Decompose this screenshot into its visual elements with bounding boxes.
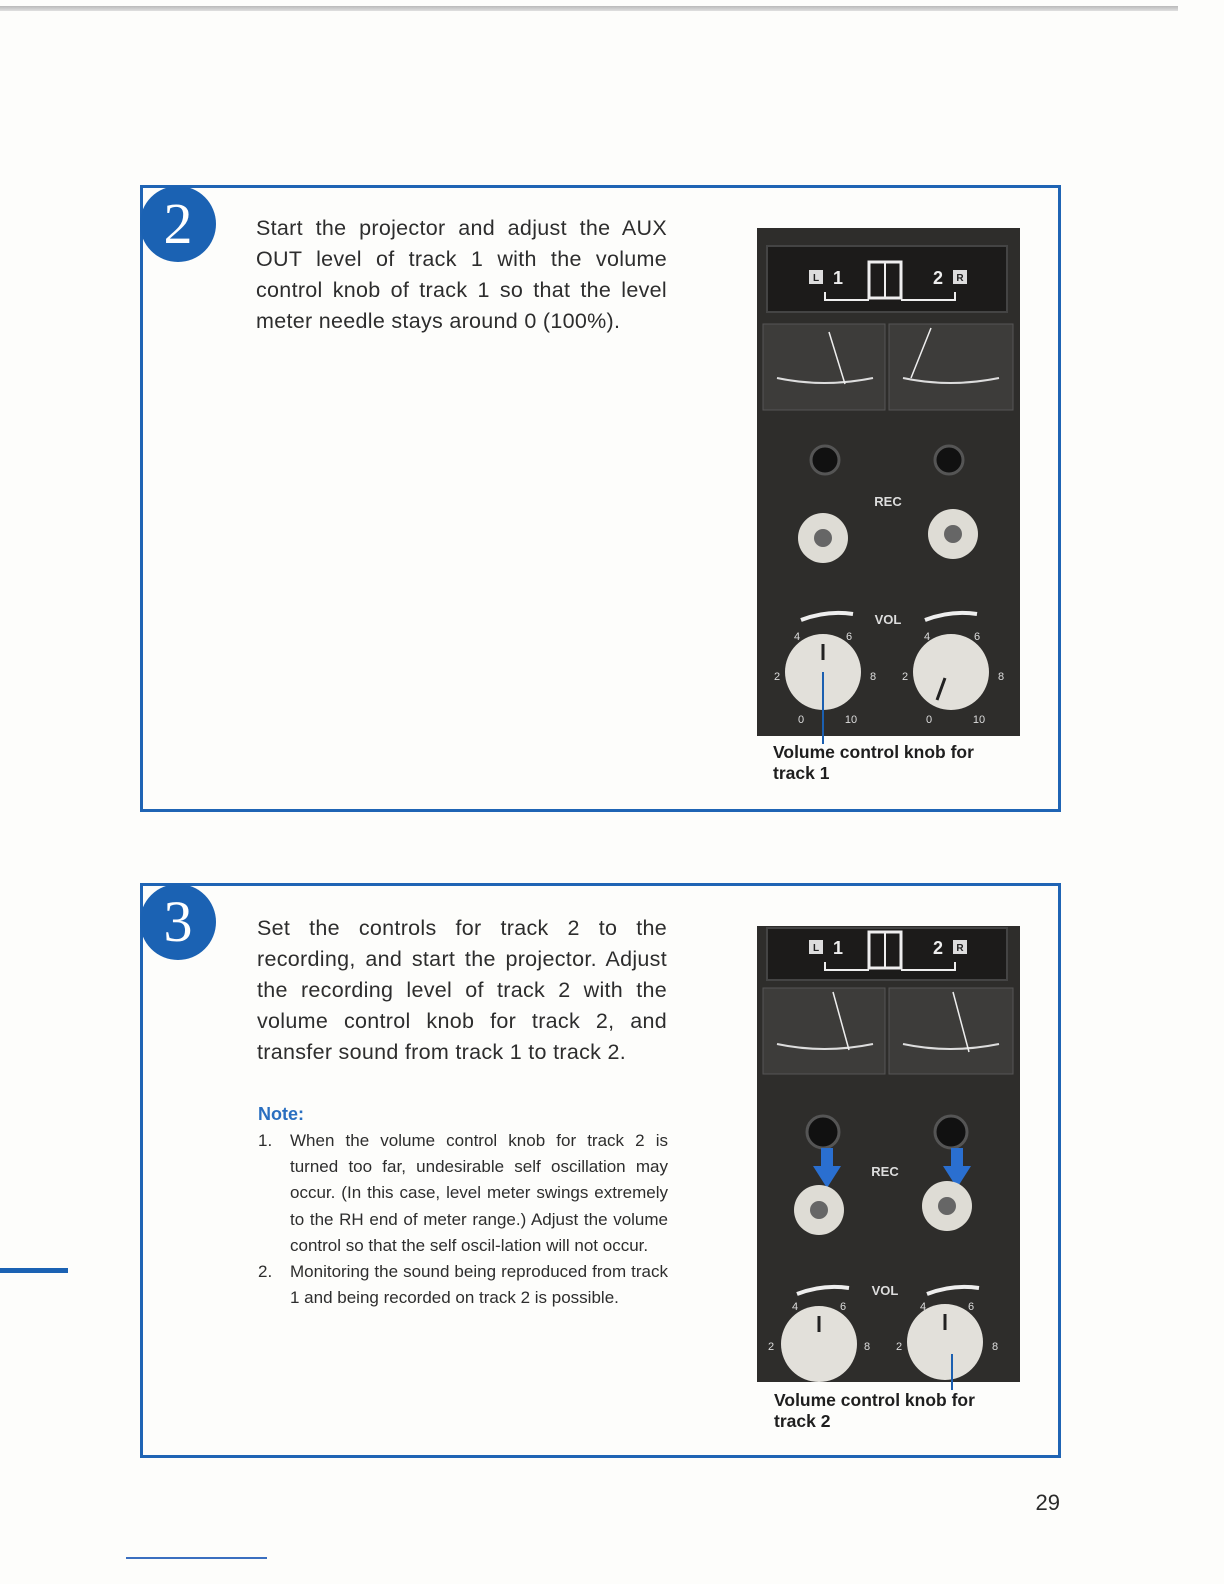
rec-label: REC	[871, 1164, 899, 1179]
dial-label-8: 8	[997, 671, 1005, 683]
step-3-caption	[774, 1390, 1024, 1432]
dial-label-8: 8	[869, 671, 877, 683]
step-2-caption	[773, 742, 1023, 784]
dial-label-2: 2	[895, 1341, 903, 1353]
dial-label-4: 4	[919, 1301, 927, 1313]
label-track-2: 2	[933, 938, 944, 958]
note-text: Monitoring the sound being reproduced from track 1 and being recorded on track 2 is possible.	[290, 1262, 668, 1308]
note-label: Note:	[258, 1104, 304, 1124]
label-track-2: 2	[933, 268, 944, 288]
label-R: R	[956, 943, 964, 954]
top-rule	[0, 6, 1178, 11]
dial-label-0: 0	[797, 714, 805, 726]
step-3-photo	[757, 926, 1020, 1382]
dial-label-8: 8	[863, 1341, 871, 1353]
caption-line: Volume control knob for	[774, 1390, 975, 1410]
dial-label-6: 6	[967, 1301, 975, 1313]
note-list	[258, 1128, 668, 1311]
label-track-1: 1	[833, 938, 844, 958]
dial-label-0: 0	[925, 714, 933, 726]
rec-label: REC	[874, 494, 902, 509]
note-number: 2.	[258, 1262, 273, 1282]
dial-label-2: 2	[767, 1341, 775, 1353]
dial-label-10: 10	[844, 714, 858, 726]
step-2-photo	[757, 228, 1020, 736]
dial-label-2: 2	[773, 671, 781, 683]
margin-tab	[0, 1268, 68, 1273]
control-panel-image	[757, 926, 1020, 1382]
caption-line: track 2	[774, 1411, 831, 1431]
note-text: When the volume control knob for track 2 is turned too far, undesirable self oscillation may occur. (In this case, level meter swings extremely to the RH end of meter range.) Adjust the volume control so that the self oscil-lation will not occur.	[290, 1131, 668, 1255]
dial-label-10: 10	[972, 714, 986, 726]
dial-label-4: 4	[793, 631, 801, 643]
step-3-number: 3	[140, 884, 216, 960]
note-item	[258, 1128, 668, 1259]
vol-label: VOL	[871, 1283, 899, 1298]
step-2-text: Start the projector and adjust the AUX OUT level of track 1 with the volume control knob of track 1 so that the level meter needle stays around 0 (100%).	[256, 216, 667, 333]
note-number: 1.	[258, 1131, 273, 1150]
footer-rule	[126, 1557, 267, 1559]
caption-line: track 1	[773, 763, 830, 783]
vol-label: VOL	[874, 612, 902, 627]
label-L: L	[812, 943, 820, 954]
track-2-knob-pointer	[951, 1354, 953, 1390]
dial-label-6: 6	[845, 631, 853, 643]
label-L: L	[812, 273, 820, 284]
dial-label-6: 6	[973, 631, 981, 643]
dial-label-4: 4	[923, 631, 931, 643]
step-3-text: Set the controls for track 2 to the recording, and start the projector. Adjust the recording level of track 2 with the volume control knob for track 2, and transfer sound from track 1 to track 2.	[257, 916, 667, 1064]
dial-label-6: 6	[839, 1301, 847, 1313]
note-item	[258, 1259, 668, 1311]
page-number: 29	[1035, 1490, 1060, 1515]
control-panel-image	[757, 228, 1020, 736]
label-track-1: 1	[833, 268, 844, 288]
label-R: R	[956, 273, 964, 284]
dial-label-4: 4	[791, 1301, 799, 1313]
step-2-number: 2	[140, 186, 216, 262]
caption-line: Volume control knob for	[773, 742, 974, 762]
track-1-knob-pointer	[822, 672, 824, 744]
dial-label-2: 2	[901, 671, 909, 683]
dial-label-8: 8	[991, 1341, 999, 1353]
